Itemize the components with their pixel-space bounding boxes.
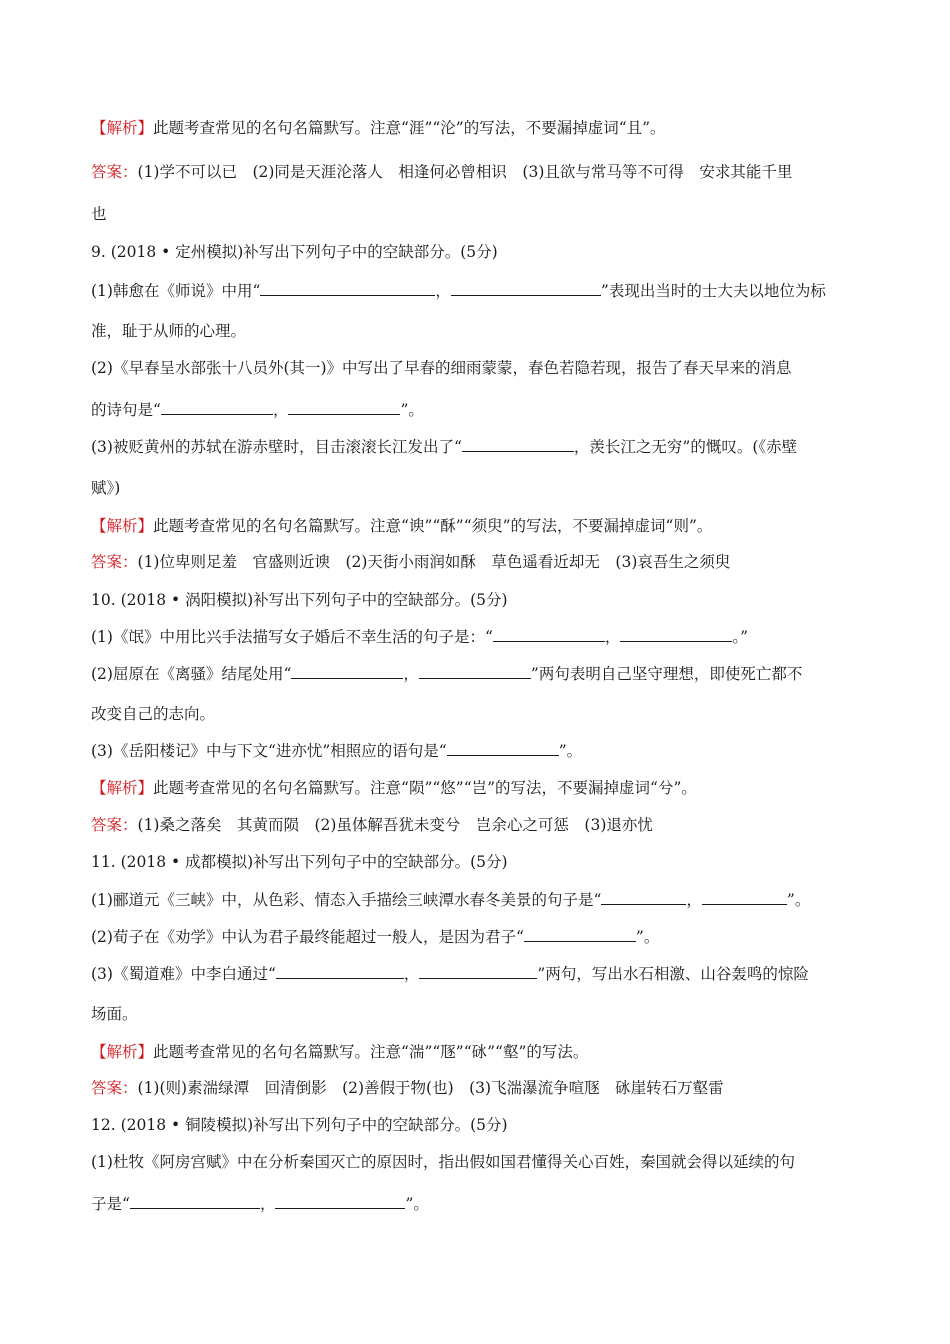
text-line	[91, 204, 107, 224]
line-text: (2)荀子在《劝学》中认为君子最终能超过一般人，是因为君子“	[91, 928, 524, 946]
line-text: 此题考查常见的名句名篇默写。注意“湍”“豗”“砯”“壑”的写法。	[153, 1043, 589, 1061]
fill-in-blank	[161, 399, 273, 415]
line-text: (1)位卑则足羞 官盛则近谀 (2)天街小雨润如酥 草色遥看近却无 (3)哀吾生之须臾	[137, 553, 731, 571]
fill-in-blank	[288, 399, 400, 415]
text-line	[91, 1004, 138, 1024]
fill-in-blank	[447, 740, 559, 756]
text-line	[91, 1078, 724, 1098]
line-text: 的诗句是“	[91, 401, 161, 419]
line-text: 改变自己的志向。	[91, 705, 216, 723]
text-line	[91, 1152, 795, 1172]
text-line	[91, 815, 653, 835]
text-line	[91, 1193, 429, 1214]
line-text: 子是“	[91, 1195, 130, 1213]
text-line	[91, 852, 508, 872]
line-text: (1)韩愈在《师说》中用“	[91, 282, 261, 300]
line-text: 赋》)	[91, 479, 121, 497]
line-text: (3)《岳阳楼记》中与下文“进亦忧”相照应的语句是“	[91, 742, 447, 760]
text-line	[91, 740, 582, 761]
fill-in-blank	[493, 626, 605, 642]
line-text: 也	[91, 205, 107, 223]
line-text: ”两句，写出水石相激、山谷轰鸣的惊险	[537, 965, 809, 983]
text-line	[91, 399, 424, 420]
line-text: (1)杜牧《阿房宫赋》中在分析秦国灭亡的原因时，指出假如国君懂得关心百姓，秦国就会得以延续的句	[91, 1153, 795, 1171]
text-line	[91, 590, 508, 610]
line-text: ”。	[558, 742, 583, 760]
text-line	[91, 552, 730, 572]
line-text: (1)学不可以已 (2)同是天涯沦落人 相逢何必曾相识 (3)且欲与常马等不可得 安求其能千里	[137, 163, 793, 181]
line-text: 此题考查常见的名句名篇默写。注意“谀”“酥”“须臾”的写法，不要漏掉虚词“则”。	[153, 517, 713, 535]
fill-in-blank	[462, 436, 574, 452]
text-line	[91, 663, 802, 684]
line-text: 准，耻于从师的心理。	[91, 322, 247, 340]
text-line	[91, 280, 826, 301]
text-line	[91, 889, 810, 910]
analysis-label: 【解析】	[91, 1043, 154, 1061]
text-line	[91, 478, 120, 498]
line-text: ”。	[405, 1195, 429, 1213]
line-text: (2)《早春呈水部张十八员外(其一)》中写出了早春的细雨蒙蒙，春色若隐若现，报告了春天早来的消息	[91, 359, 792, 377]
line-text: ，	[604, 628, 621, 646]
line-text: (1)郦道元《三峡》中，从色彩、情态入手描绘三峡潭水春冬美景的句子是“	[91, 891, 602, 909]
line-text: 此题考查常见的名句名篇默写。注意“陨”“悠”“岂”的写法，不要漏掉虚词“兮”。	[153, 779, 697, 797]
line-text: 场面。	[91, 1005, 138, 1023]
line-text: ”表现出当时的士大夫以地位为标	[600, 282, 826, 300]
line-text: (3)《蜀道难》中李白通过“	[91, 965, 276, 983]
fill-in-blank	[276, 963, 404, 979]
line-text: 11. (2018 • 成都模拟)补写出下列句子中的空缺部分。(5分)	[91, 853, 508, 871]
analysis-label: 【解析】	[91, 779, 154, 797]
fill-in-blank	[419, 663, 531, 679]
answer-label: 答案：	[91, 816, 138, 834]
text-line	[91, 626, 748, 647]
fill-in-blank	[524, 926, 636, 942]
text-line	[91, 358, 792, 378]
line-text: ，	[686, 891, 702, 909]
line-text: 9. (2018 • 定州模拟)补写出下列句子中的空缺部分。(5分)	[91, 243, 498, 261]
line-text: 此题考查常见的名句名篇默写。注意“涯”“沦”的写法，不要漏掉虚词“且”。	[153, 119, 666, 137]
answer-label: 答案：	[91, 163, 138, 181]
text-line	[91, 118, 666, 138]
analysis-label: 【解析】	[91, 517, 154, 535]
text-line	[91, 162, 792, 182]
line-text: ”。	[635, 928, 660, 946]
line-text: ，	[259, 1195, 276, 1213]
fill-in-blank	[702, 889, 787, 905]
line-text: ”。	[400, 401, 424, 419]
line-text: ”两句表明自己坚守理想，即使死亡都不	[530, 665, 803, 683]
text-line	[91, 1115, 508, 1135]
fill-in-blank	[130, 1193, 260, 1209]
fill-in-blank	[275, 1193, 405, 1209]
text-line	[91, 1042, 588, 1062]
text-line	[91, 436, 797, 457]
fill-in-blank	[419, 963, 537, 979]
line-text: ，羡长江之无穷”的慨叹。(《赤壁	[573, 438, 798, 456]
line-text: 12. (2018 • 铜陵模拟)补写出下列句子中的空缺部分。(5分)	[91, 1116, 508, 1134]
text-line	[91, 704, 215, 724]
text-line	[91, 778, 697, 798]
text-line	[91, 963, 809, 984]
answer-label: 答案：	[91, 553, 138, 571]
line-text: ，	[403, 965, 420, 983]
text-line	[91, 926, 659, 947]
answer-label: 答案：	[91, 1079, 138, 1097]
fill-in-blank	[291, 663, 403, 679]
fill-in-blank	[451, 280, 601, 296]
line-text: (3)被贬黄州的苏轼在游赤壁时，目击滚滚长江发出了“	[91, 438, 462, 456]
line-text: (1)桑之落矣 其黄而陨 (2)虽体解吾犹未变兮 岂余心之可惩 (3)退亦忧	[137, 816, 653, 834]
line-text: ”。	[786, 891, 811, 909]
analysis-label: 【解析】	[91, 119, 154, 137]
line-text: (1)《氓》中用比兴手法描写女子婚后不幸生活的句子是：“	[91, 628, 493, 646]
fill-in-blank	[620, 626, 732, 642]
line-text: (2)屈原在《离骚》结尾处用“	[91, 665, 292, 683]
line-text: 10. (2018 • 涡阳模拟)补写出下列句子中的空缺部分。(5分)	[91, 591, 508, 609]
line-text: ，	[272, 401, 289, 419]
line-text: (1)(则)素湍绿潭 回清倒影 (2)善假于物(也) (3)飞湍瀑流争喧豗 砯崖转石万壑雷	[137, 1079, 724, 1097]
text-line	[91, 321, 246, 341]
fill-in-blank	[601, 889, 686, 905]
fill-in-blank	[260, 280, 435, 296]
line-text: ，	[403, 665, 419, 683]
line-text: 。”	[732, 628, 749, 646]
text-line	[91, 516, 712, 536]
line-text: ，	[435, 282, 451, 300]
text-line	[91, 242, 498, 262]
